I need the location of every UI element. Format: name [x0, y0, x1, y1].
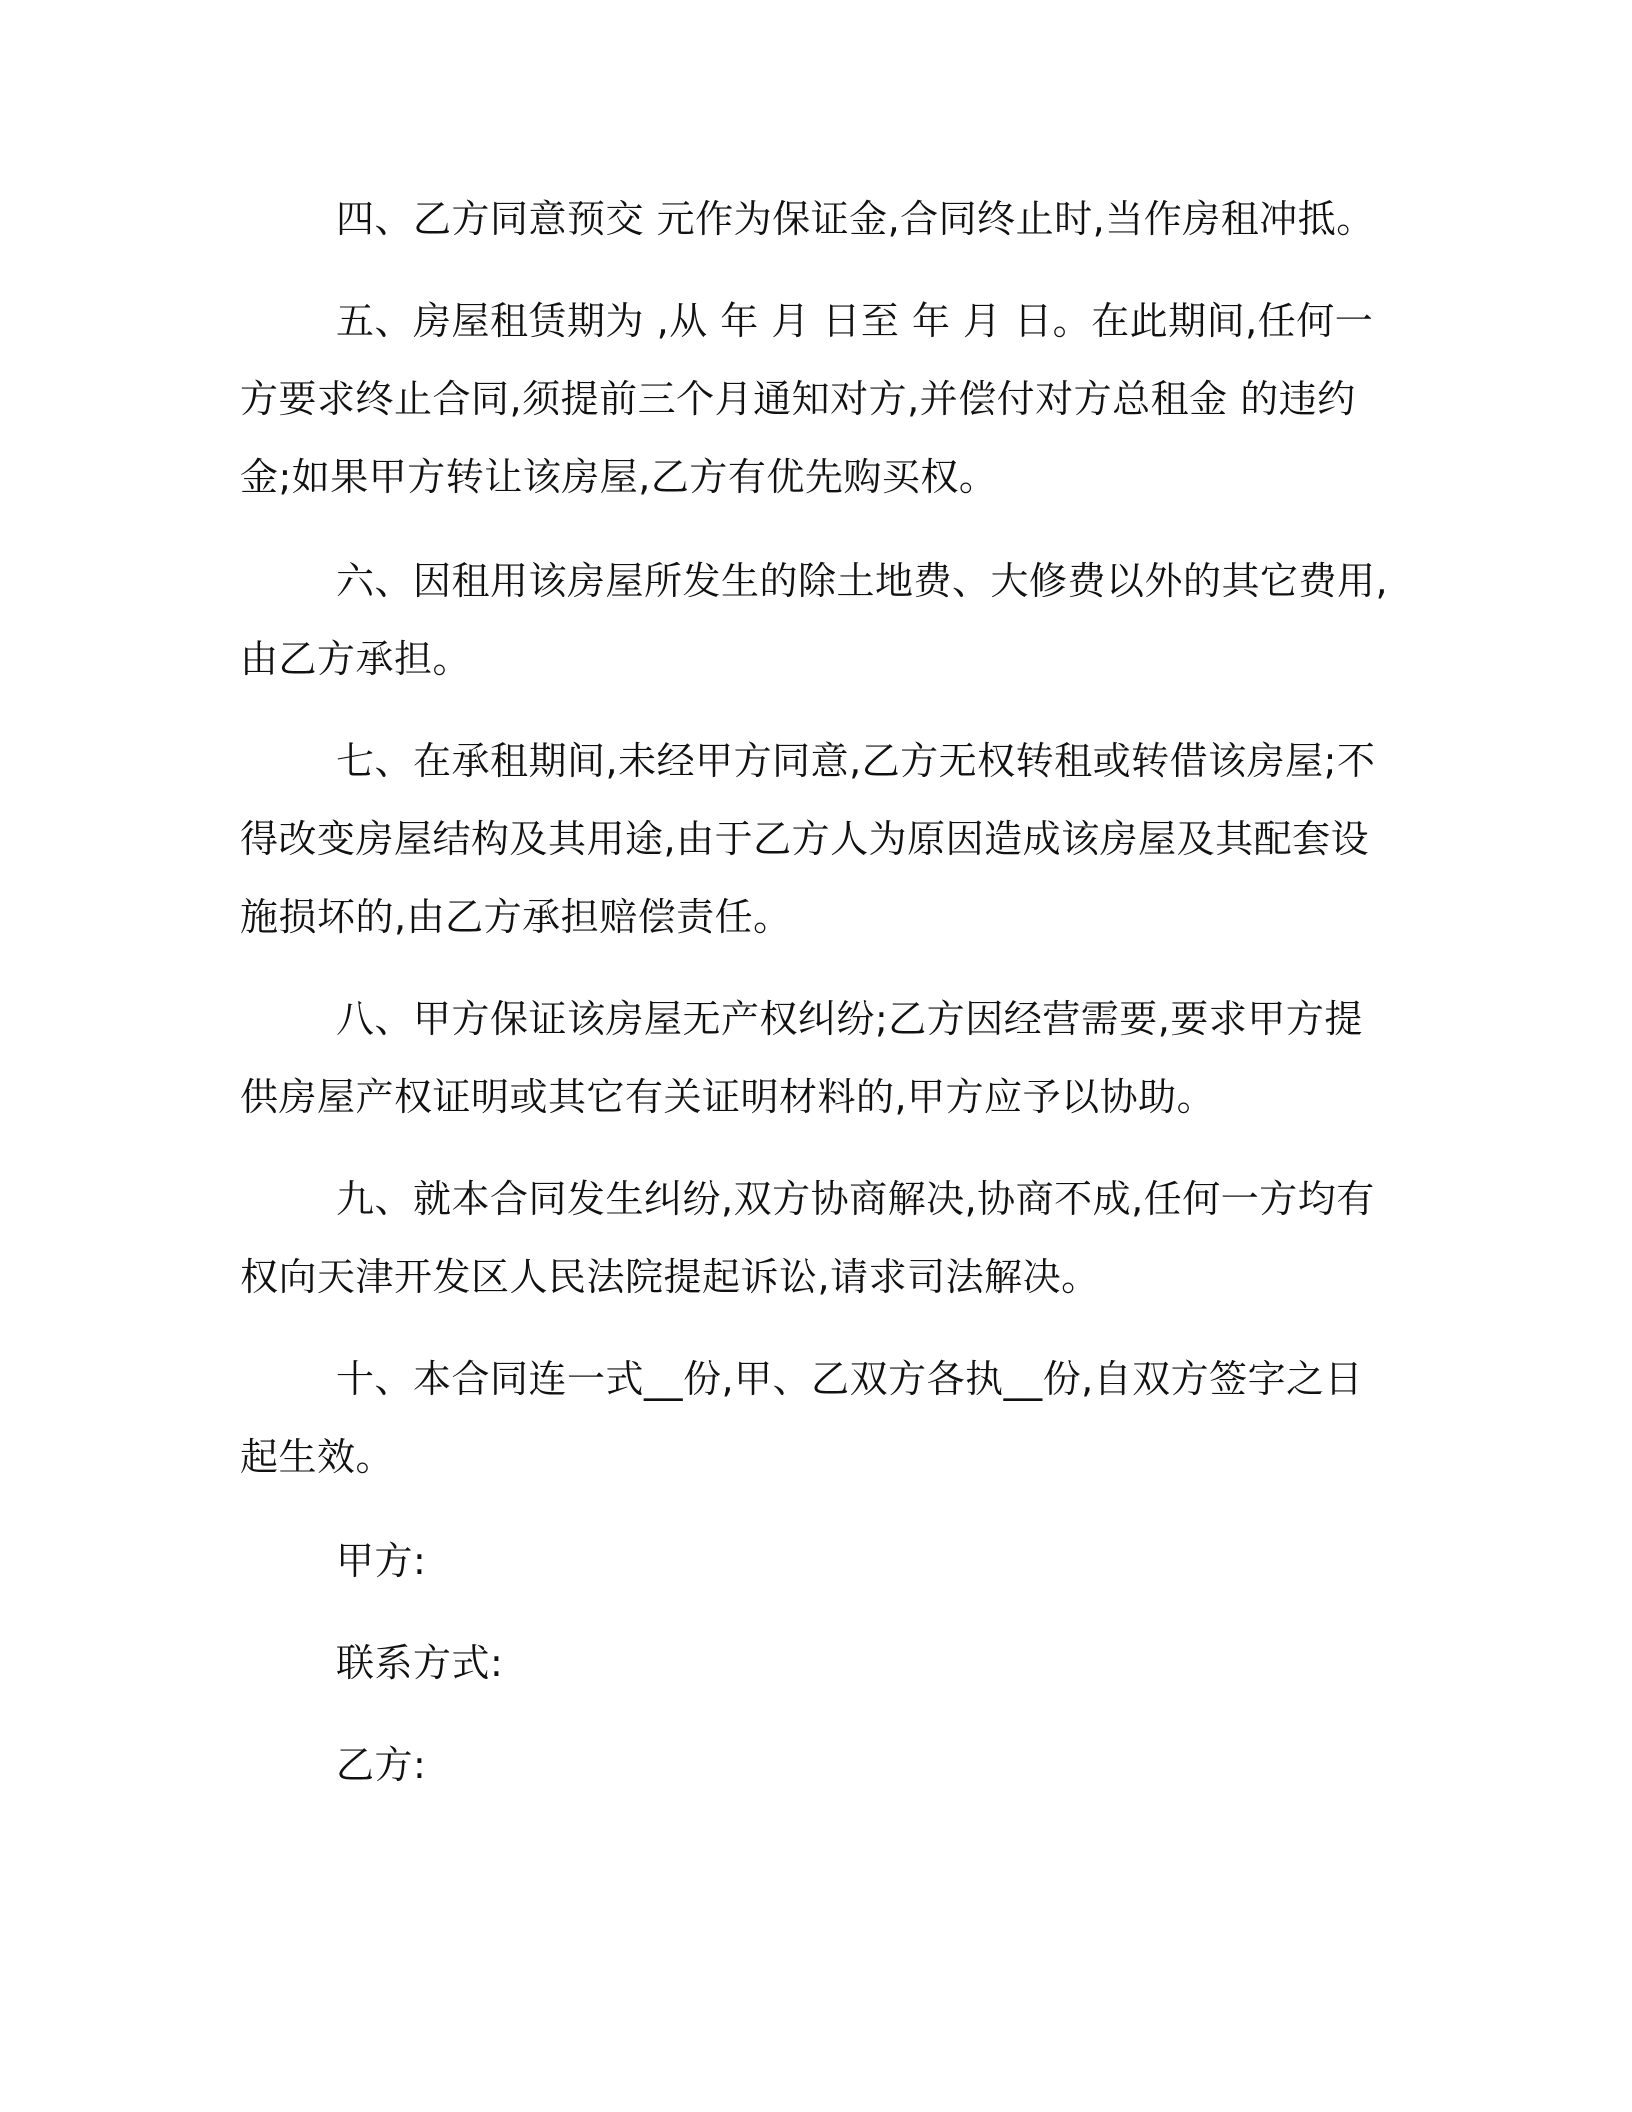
signature-party-b: 乙方: [336, 1743, 427, 1787]
clause-8: 八、甲方保证该房屋无产权纠纷;乙方因经营需要,要求甲方提供房屋产权证明或其它有关证明材料的,甲方应予以协助。 [240, 997, 1363, 1119]
clause-5: 五、房屋租赁期为 ,从 年 月 日至 年 月 日。在此期间,任何一方要求终止合同,须提前三个月通知对方,并偿付对方总租金 的违约金;如果甲方转让该房屋,乙方有优先购买权。 [240, 299, 1374, 499]
signature-party-a: 甲方: [336, 1539, 427, 1583]
clause-7: 七、在承租期间,未经甲方同意,乙方无权转租或转借该房屋;不得改变房屋结构及其用途,由于乙方人为原因造成该房屋及其配套设施损坏的,由乙方承担赔偿责任。 [240, 739, 1376, 939]
clause-4: 四、乙方同意预交 元作为保证金,合同终止时,当作房租冲抵。 [336, 197, 1375, 241]
clause-6: 六、因租用该房屋所发生的除土地费、大修费以外的其它费用,由乙方承担。 [240, 559, 1389, 681]
clause-9: 九、就本合同发生纠纷,双方协商解决,协商不成,任何一方均有权向天津开发区人民法院提起诉讼,请求司法解决。 [240, 1177, 1375, 1299]
signature-contact: 联系方式: [336, 1641, 504, 1685]
clause-10: 十、本合同连一式__份,甲、乙双方各执__份,自双方签字之日起生效。 [240, 1357, 1364, 1479]
